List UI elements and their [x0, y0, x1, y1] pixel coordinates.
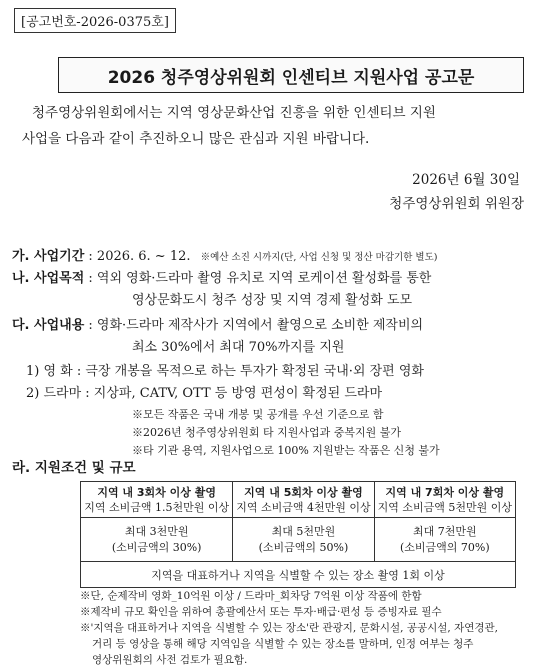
col-2-max: 최대 5천만원	[271, 524, 336, 538]
section-purpose	[12, 268, 431, 290]
col-2-sub: 지역 소비금액 4천만원 이상	[236, 500, 371, 514]
table-row	[81, 482, 516, 518]
notice-date: 2026년 6월 30일	[412, 172, 520, 188]
col-1-pct: (소비금액의 30%)	[111, 540, 202, 554]
table-cell	[233, 482, 374, 518]
content-sub-drama-value: : 지상파, CATV, OTT 등 방영 편성이 확정된 드라마	[85, 386, 383, 401]
footnote-4: 거리 등 영상을 통해 해당 지역임을 식별할 수 있는 장소를 말하며, 인정 여부는 청주	[92, 638, 474, 650]
col-3-sub: 지역 소비금액 5천만원 이상	[377, 500, 512, 514]
table-cell	[374, 518, 515, 562]
section-period-key: 가. 사업기간	[12, 249, 85, 264]
section-content-line-2: 최소 30%에서 최대 70%까지를 지원	[132, 340, 345, 355]
table-cell	[81, 518, 233, 562]
content-sub-film-value: : 극장 개봉을 목적으로 하는 투자가 확정된 국내·외 장편 영화	[76, 364, 424, 379]
col-3-title: 지역 내 7회차 이상 촬영	[385, 485, 505, 499]
table-row	[81, 518, 516, 562]
section-period-value: : 2026. 6. ~ 12.	[88, 249, 191, 264]
section-content	[12, 315, 423, 337]
table-cell	[81, 482, 233, 518]
notice-number: [공고번호-2026-0375호]	[14, 8, 176, 33]
content-sub-drama-key: 2) 드라마	[26, 386, 82, 401]
content-sub-film	[26, 361, 424, 383]
content-sub-film-key: 1) 영 화	[26, 364, 73, 379]
col-2-title: 지역 내 5회차 이상 촬영	[244, 485, 363, 499]
intro-line-2: 사업을 다음과 같이 추진하오니 많은 관심과 지원 바랍니다.	[22, 131, 370, 147]
intro-paragraph	[22, 100, 544, 152]
section-purpose-line-2: 영상문화도시 청주 성장 및 지역 경제 활성화 도모	[132, 293, 413, 308]
content-note-3: ※타 기관 용역, 지원사업으로 100% 지원받는 작품은 신청 불가	[132, 444, 440, 457]
page-title: 2026 청주영상위원회 인센티브 지원사업 공고문	[58, 57, 524, 93]
section-conditions-key: 라. 지원조건 및 규모	[12, 460, 136, 476]
issuer: 청주영상위원회 위원장	[389, 196, 524, 212]
table-cell	[374, 482, 515, 518]
intro-line-1: 청주영상위원회에서는 지역 영상문화산업 진흥을 위한 인센티브 지원	[32, 105, 436, 121]
col-1-max: 최대 3천만원	[124, 524, 189, 538]
col-1-title: 지역 내 3회차 이상 촬영	[97, 485, 216, 499]
footnote-2: ※제작비 규모 확인을 위하여 총괄예산서 또는 투자·배급·편성 등 증빙자료 필수	[80, 606, 442, 618]
footnote-3: ※'지역을 대표하거나 지역을 식별할 수 있는 장소'란 관광지, 문화시설, 공공시설, 자연경관,	[80, 622, 499, 634]
content-note-1: ※모든 작품은 국내 개봉 및 공개를 우선 기준으로 함	[132, 408, 384, 421]
table-footer-cell: 지역을 대표하거나 지역을 식별할 수 있는 장소 촬영 1회 이상	[81, 562, 516, 588]
section-purpose-key: 나. 사업목적	[12, 271, 85, 286]
section-content-line-1: : 영화·드라마 제작사가 지역에서 촬영으로 소비한 제작비의	[88, 318, 424, 333]
col-2-pct: (소비금액의 50%)	[258, 540, 349, 554]
footnote-1: ※단, 순제작비 영화_10억원 이상 / 드라마_회차당 7억원 이상 작품에 한함	[80, 590, 422, 602]
footnote-5: 영상위원회의 사전 검토가 필요함.	[92, 654, 248, 666]
col-3-max: 최대 7천만원	[413, 524, 477, 538]
content-note-2: ※2026년 청주영상위원회 타 지원사업과 중복지원 불가	[132, 426, 401, 439]
conditions-table	[80, 481, 516, 588]
table-row	[81, 562, 516, 588]
section-purpose-line-1: : 역외 영화·드라마 촬영 유치로 지역 로케이션 활성화를 통한	[88, 271, 432, 286]
section-period-note: ※예산 소진 시까지(단, 사업 신청 및 정산 마감기한 별도)	[200, 252, 438, 263]
table-cell	[233, 518, 374, 562]
section-content-key: 다. 사업내용	[12, 318, 85, 333]
col-1-sub: 지역 소비금액 1.5천만원 이상	[84, 500, 230, 514]
content-sub-drama	[26, 383, 382, 405]
col-3-pct: (소비금액의 70%)	[399, 540, 490, 554]
section-period	[12, 246, 437, 269]
